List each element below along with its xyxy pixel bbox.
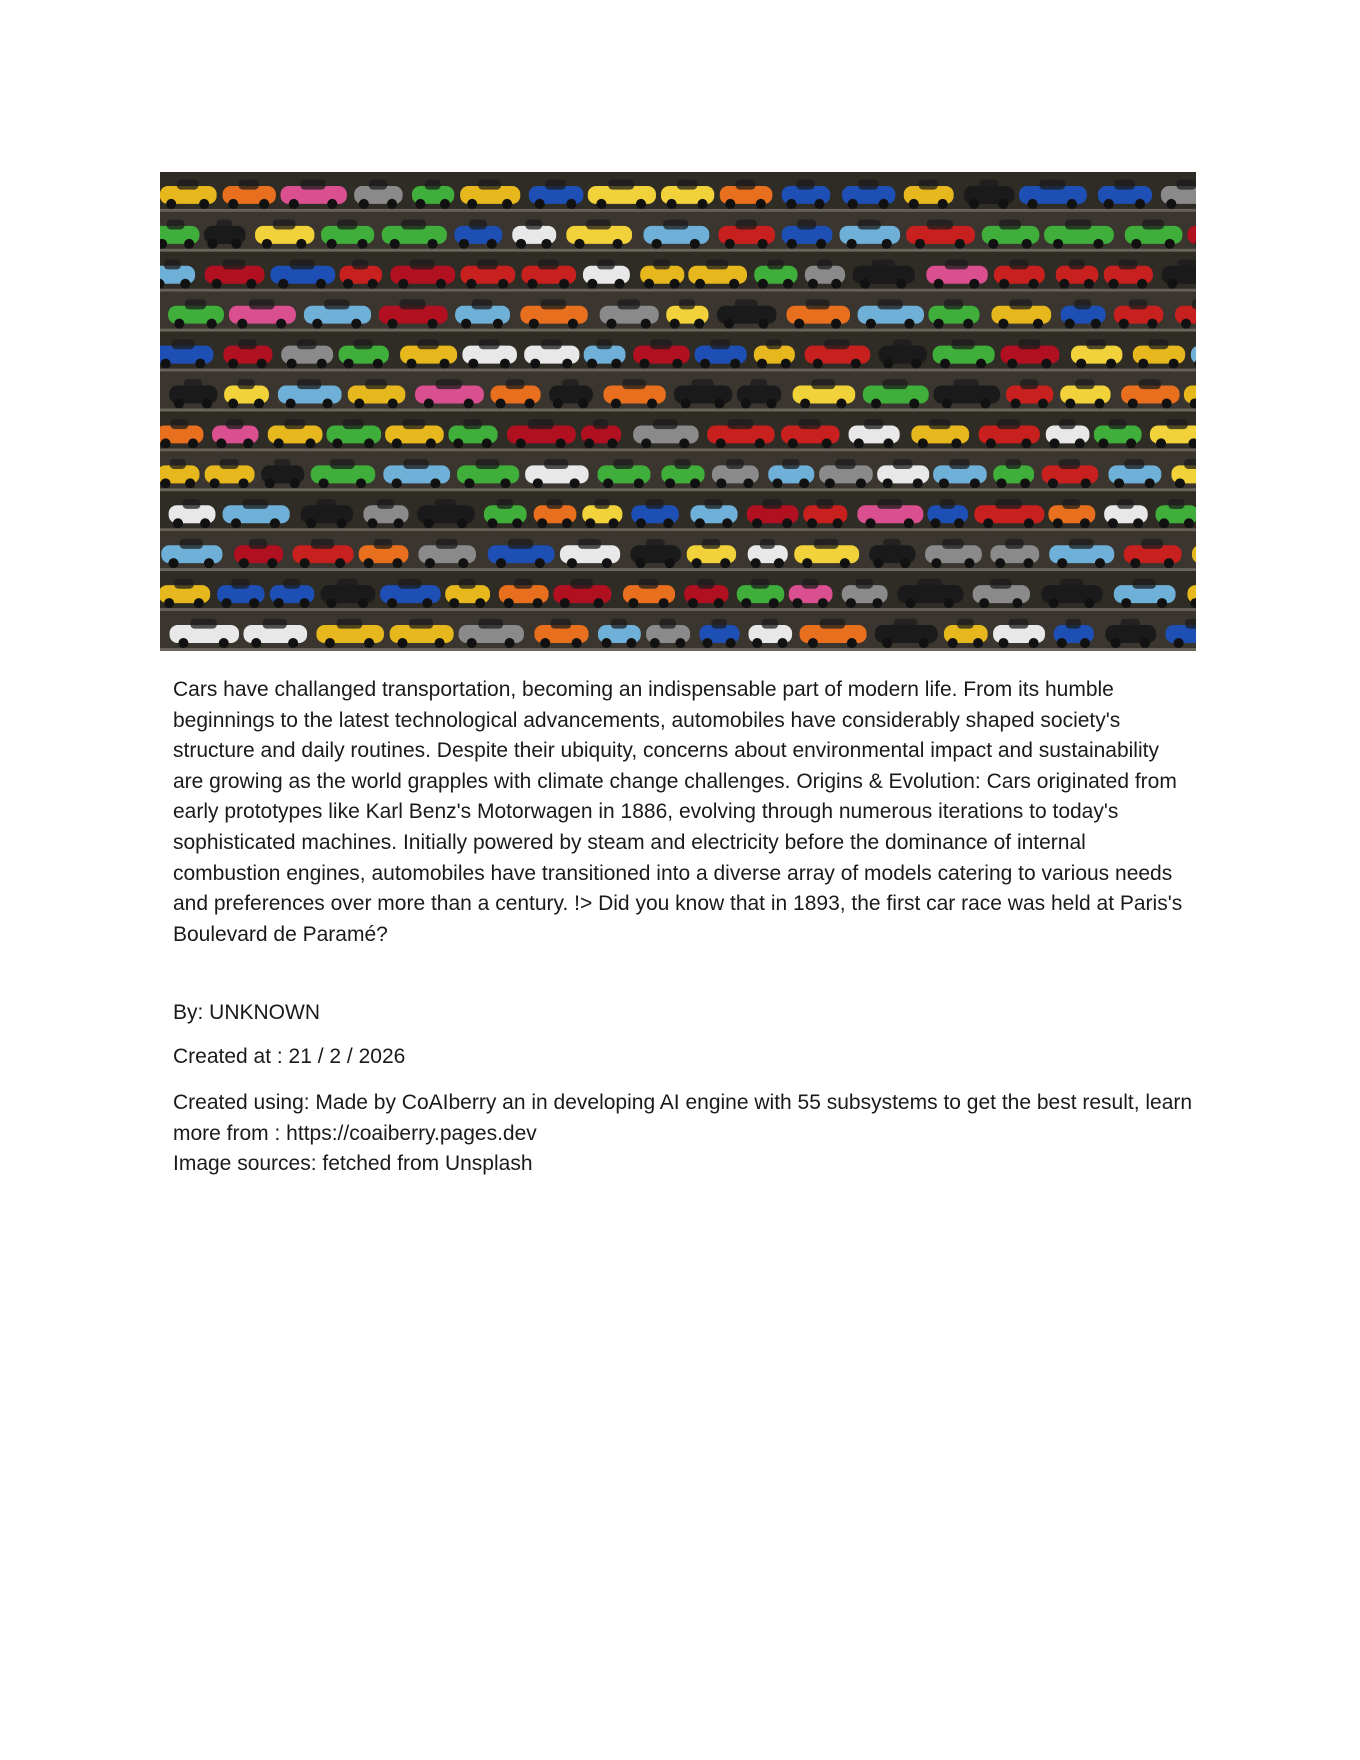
image-sources-line: Image sources: fetched from Unsplash bbox=[173, 1152, 533, 1176]
article-body: Cars have challanged transportation, becoming an indispensable part of modern life. From its humble beginnings to the latest technological advancements, automobiles have considerably shaped society's structure and daily routines. Despite their ubiquity, concerns about environmental impact and sustainability are growing as the world grapples with climate change challenges. Origins & Evolution: Cars originated from early prototypes like Karl Benz's Motorwagen in 1886, evolving through numerous iterations to today's sophisticated machines. Initially powered by steam and electricity before the dominance of internal combustion engines, automobiles have transitioned into a diverse array of models catering to various needs and preferences over more than a century. !> Did you know that in 1893, the first car race was held at Paris's Boulevard de Paramé? bbox=[173, 678, 1183, 946]
car-collection-photo bbox=[160, 172, 1196, 651]
author-line: By: UNKNOWN bbox=[173, 1001, 320, 1024]
created-using-line: Created using: Made by CoAIberry an in developing AI engine with 55 subsystems to get the best result, learn more from : https://coaiberry.pages.dev bbox=[173, 1091, 1193, 1145]
credits bbox=[173, 1088, 1193, 1180]
hero-image bbox=[160, 172, 1196, 651]
created-date: Created at : 21 / 2 / 2026 bbox=[173, 1045, 406, 1068]
